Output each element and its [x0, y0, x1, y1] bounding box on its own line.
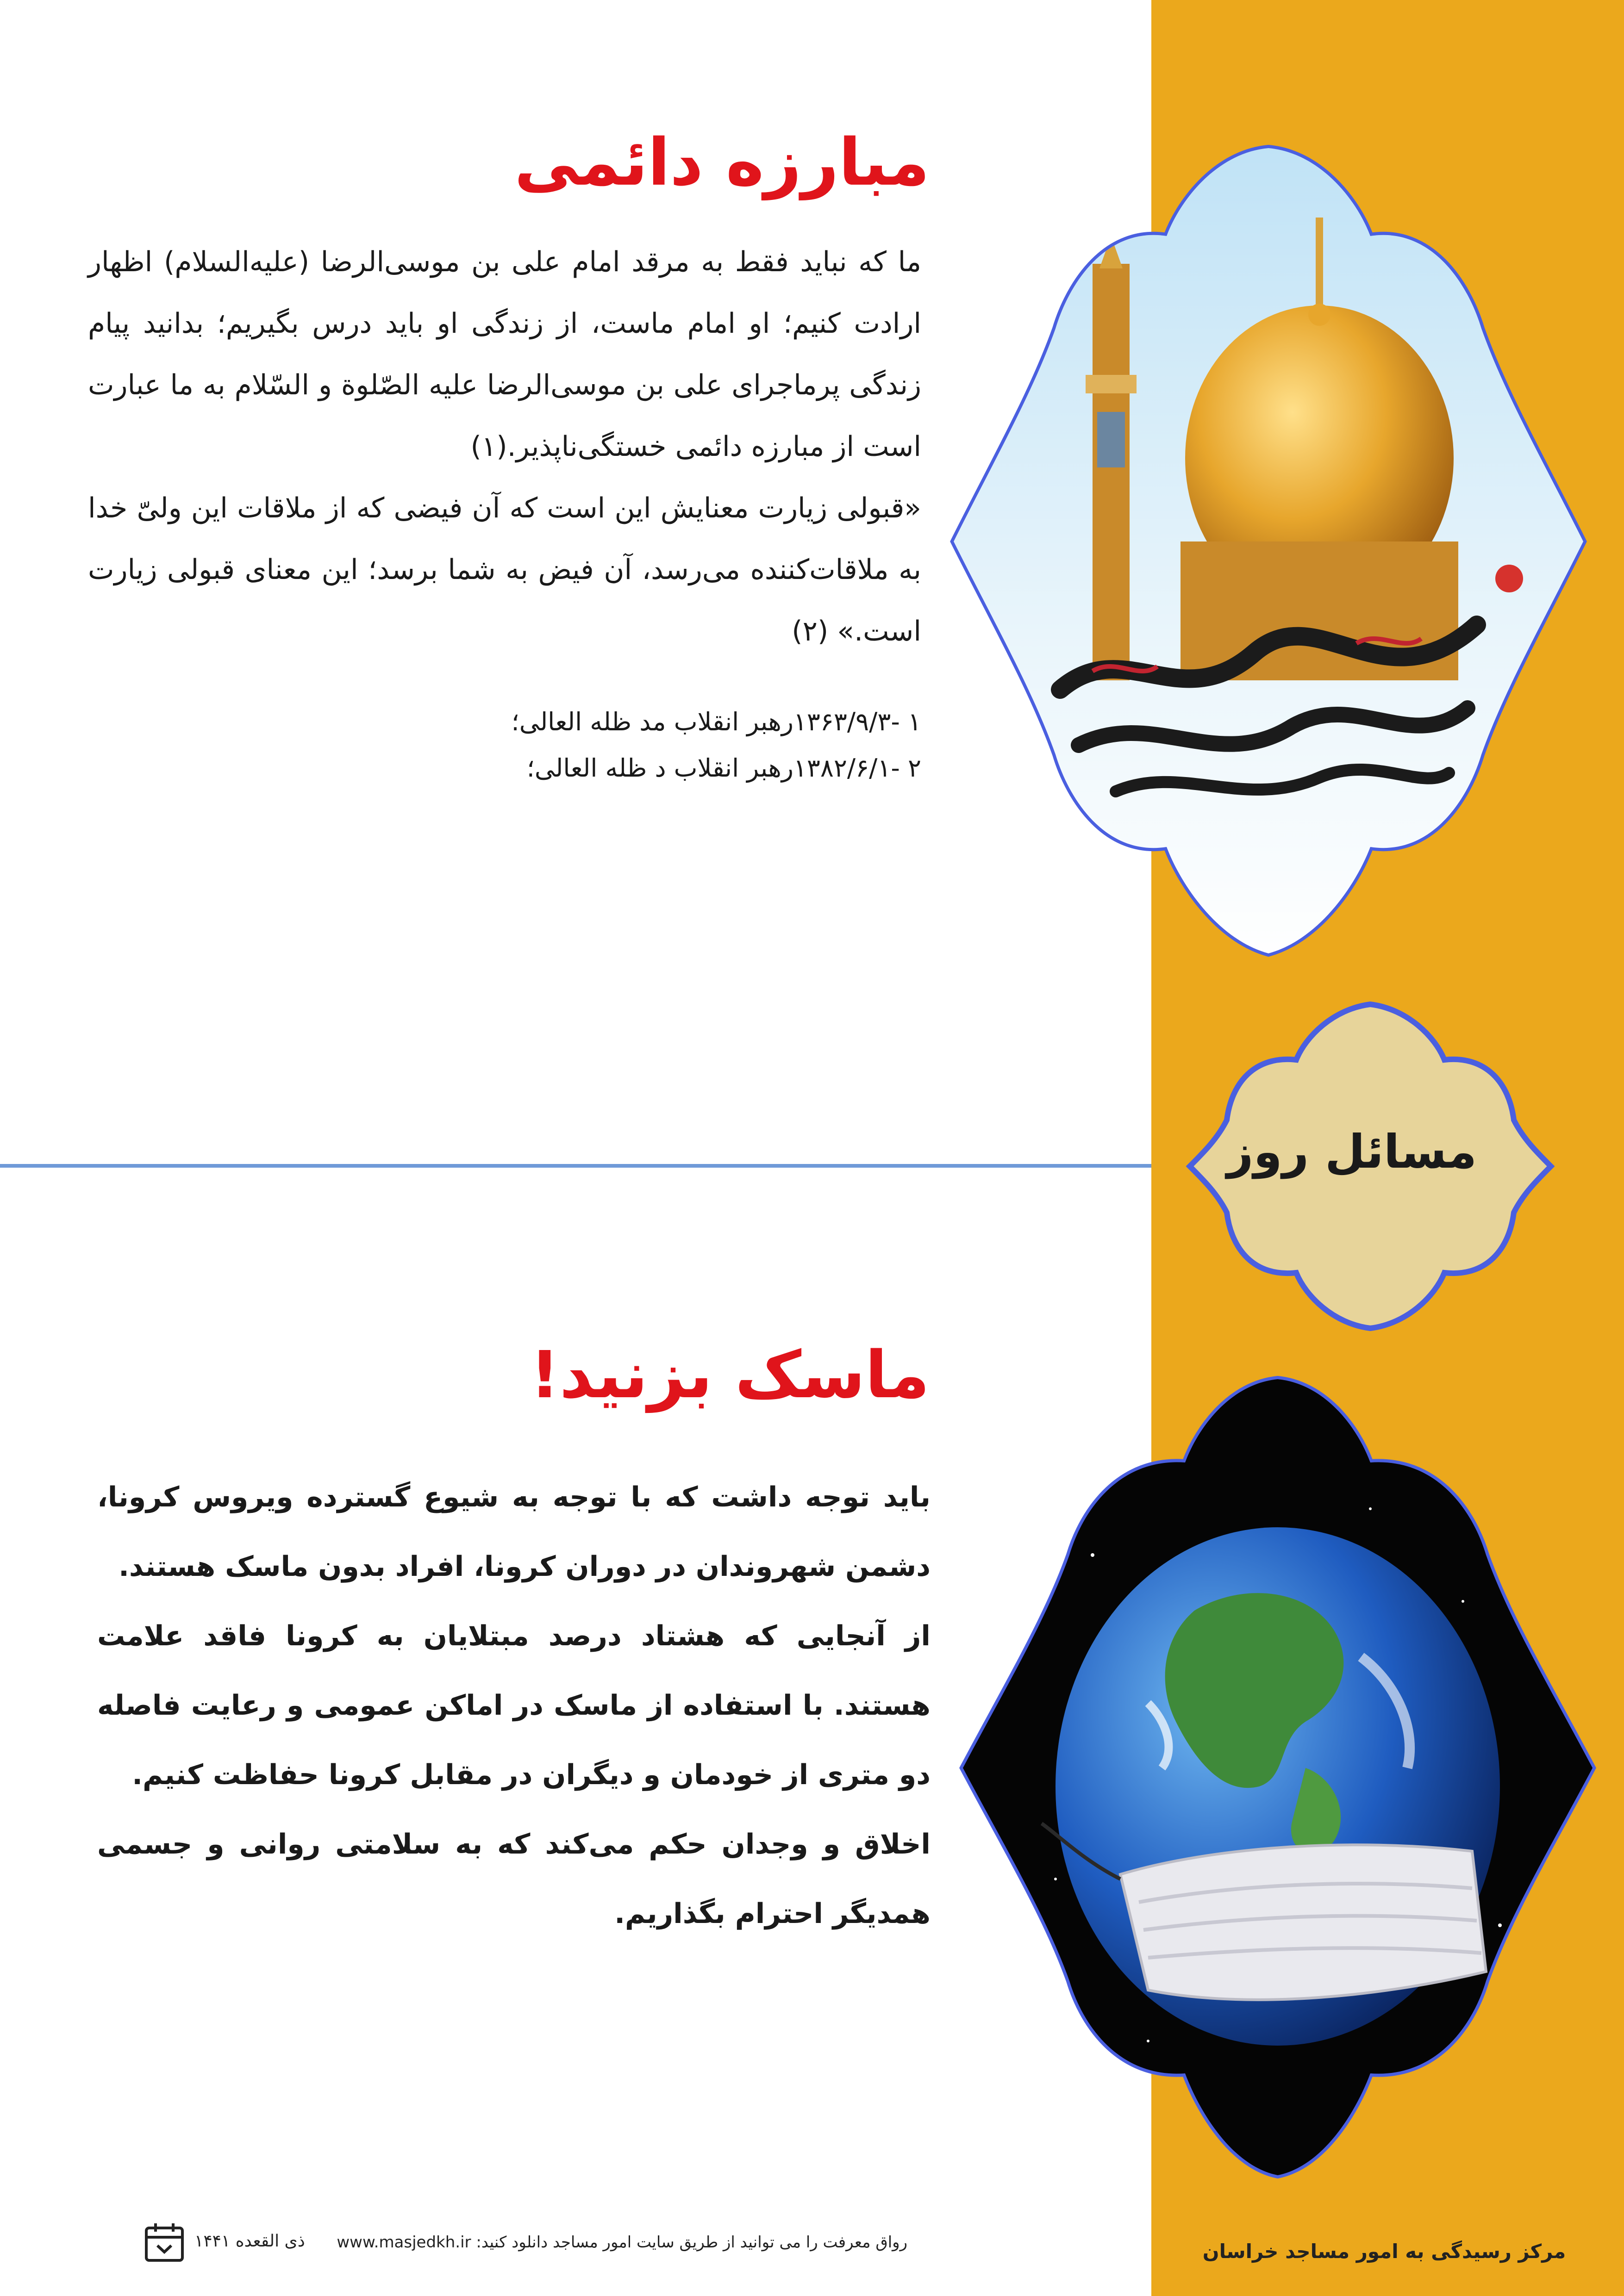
section2-paragraph-2: از آنجایی که هشتاد درصد مبتلایان به کرونا فاقد علامت هستند. با استفاده از ماسک در اماکن عمومی و رعایت فاصله دو متری از خودمان و دیگران در مقابل کرونا حفاظت کنیم.: [97, 1620, 931, 1791]
badge-label: مسائل روز: [1226, 1125, 1477, 1179]
section2-title: ماسک بزنید!: [530, 1338, 930, 1413]
section2-paragraph-1: باید توجه داشت که با توجه به شیوع گسترده ویروس کرونا، دشمن شهروندان در دوران کرونا، افراد بدون ماسک هستند.: [97, 1481, 931, 1583]
section1-title: مبارزه دائمی: [514, 125, 930, 200]
section1-references: [88, 699, 921, 791]
shrine-dome-icon: [940, 134, 1597, 967]
footer-date: ذی القعده ۱۴۴۱: [194, 2232, 305, 2251]
section1-paragraph-1: ما که نباید فقط به مرقد امام علی بن موسی‌الرضا (علیه‌السلام) اظهار ارادت کنیم؛ او امام ماست، از زندگی او باید درس بگیریم؛ بدانید پیام زندگی پرماجرای علی بن موسی‌الرضا علیه الصّلوة و السّلام به ما عبارت است از مبارزه دائمی خستگی‌ناپذیر.(۱): [88, 246, 921, 463]
calendar-icon: [144, 2221, 185, 2263]
masked-earth-icon: [954, 1370, 1602, 2184]
section-divider: [0, 1164, 1151, 1168]
reference-2: ۲ -۱۳۸۲/۶/۱رهبر انقلاب د ظله العالی؛: [526, 753, 921, 783]
reference-1: ۱ -۱۳۶۳/۹/۳رهبر انقلاب مد ظله العالی؛: [511, 707, 921, 736]
sidebar-footer: مرکز رسیدگی به امور مساجد خراسان: [1202, 2240, 1566, 2263]
section2-body: [97, 1462, 931, 1948]
footer-note: رواق معرفت را می توانید از طریق سایت امور مساجد دانلود کنید: www.masjedkh.ir: [337, 2233, 907, 2252]
section2-paragraph-3: اخلاق و وجدان حکم می‌کند که به سلامتی روانی و جسمی همدیگر احترام بگذاریم.: [97, 1828, 931, 1930]
section1-paragraph-2: «قبولی زیارت معنایش این است که آن فیضی که از ملاقات این ولیّ خدا به ملاقات‌کننده می‌رسد، آن فیض به شما برسد؛ این معنای قبولی زیارت است.» (۲): [88, 492, 921, 647]
section1-body: [88, 231, 921, 662]
